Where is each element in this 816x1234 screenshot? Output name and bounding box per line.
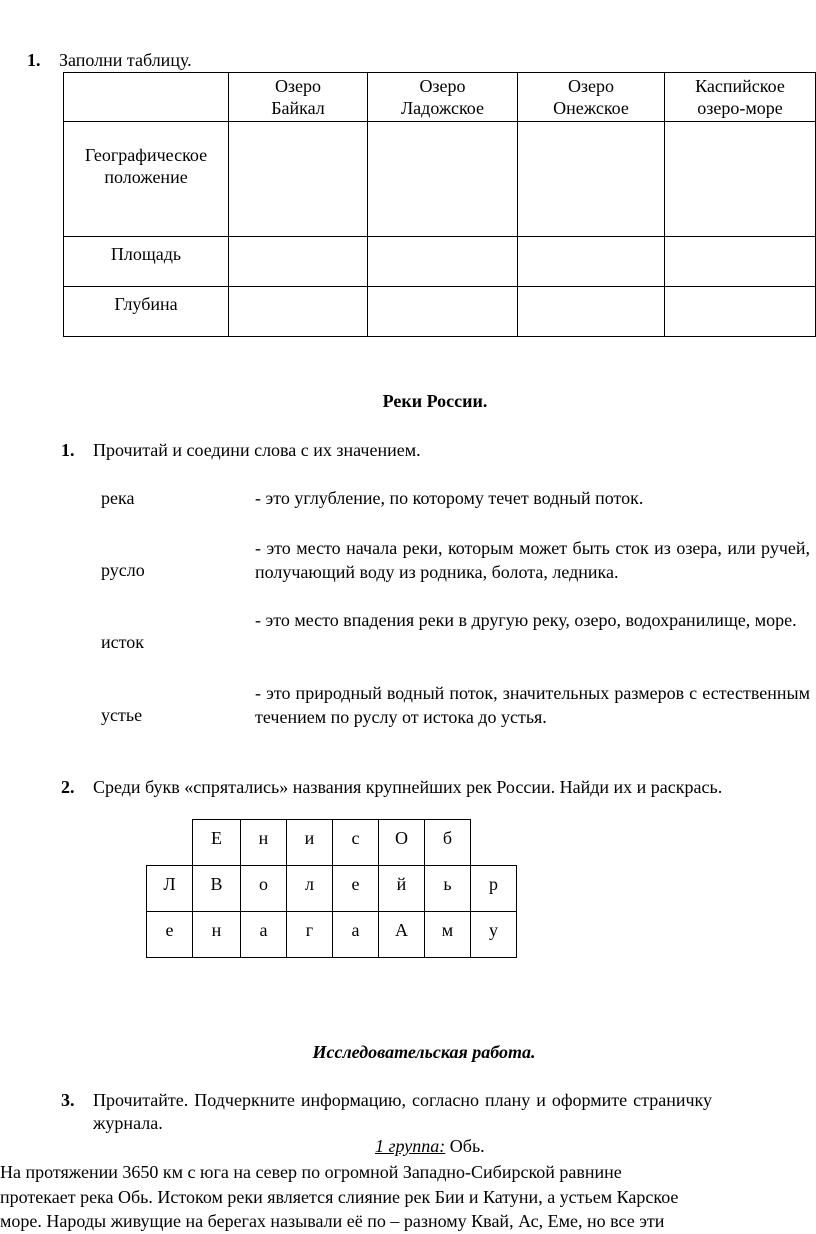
lake-table-row-area — [64, 237, 816, 287]
word-istok: исток — [101, 632, 144, 652]
grid-row — [147, 820, 517, 866]
letters-instruction: Среди букв «спрятались» названия крупнейших рек России. Найди их и раскрась. — [93, 777, 723, 797]
answer-cell[interactable] — [229, 287, 368, 337]
answer-cell[interactable] — [229, 237, 368, 287]
lake-table — [63, 72, 816, 337]
letter-cell[interactable]: а — [241, 912, 287, 958]
lake-header-line: Онежское — [553, 98, 629, 118]
row-label-line: Географическое — [84, 145, 208, 165]
group-heading — [375, 1136, 485, 1157]
answer-cell[interactable] — [665, 122, 816, 237]
letter-cell[interactable]: й — [379, 866, 425, 912]
definition-1: - это углубление, по которому течет водный поток. — [255, 488, 644, 508]
grid-row — [147, 866, 517, 912]
letter-cell[interactable]: с — [333, 820, 379, 866]
letter-cell[interactable]: б — [425, 820, 471, 866]
answer-cell[interactable] — [665, 237, 816, 287]
lake-table-row-geo — [64, 122, 816, 237]
lake-header-line: Каспийское — [695, 76, 785, 96]
lake-header-line: озеро-море — [697, 98, 783, 118]
task3-instruction-line2: журнала. — [93, 1113, 163, 1133]
word-ruslo: русло — [101, 560, 145, 580]
row-label-geo — [64, 122, 229, 237]
group-topic: Обь. — [449, 1136, 485, 1156]
row-label-area: Площадь — [64, 237, 229, 287]
lake-table-row-depth — [64, 287, 816, 337]
answer-cell[interactable] — [518, 287, 665, 337]
lake-header-line: Озеро — [274, 76, 322, 96]
lake-header-ladoga — [368, 73, 518, 122]
letter-cell[interactable]: Е — [193, 820, 241, 866]
letter-cell[interactable]: е — [147, 912, 193, 958]
match-instruction: Прочитай и соедини слова с их значением. — [93, 440, 421, 460]
word-reka: река — [101, 488, 135, 508]
letter-cell[interactable]: г — [287, 912, 333, 958]
section-title-rivers: Реки России. — [382, 391, 488, 411]
letters-heading — [61, 777, 722, 798]
letter-cell[interactable]: р — [471, 866, 517, 912]
definition-2: - это место начала реки, которым может быть сток из озера, или ручей, получающий воду из родника, болота, ледника. — [255, 538, 810, 582]
letter-cell[interactable]: ь — [425, 866, 471, 912]
answer-cell[interactable] — [368, 237, 518, 287]
row-label-line: положение — [104, 167, 188, 187]
letter-cell[interactable]: у — [471, 912, 517, 958]
ob-text-line-2: протекает река Обь. Истоком реки является слияние рек Бии и Катуни, а устьем Карское — [0, 1187, 679, 1207]
ob-text-line-3: море. Народы живущие на берегах называли её по – разному Квай, Ас, Еме, но все эти — [0, 1211, 665, 1231]
grid-empty-cell — [147, 820, 193, 866]
lake-header-baikal — [229, 73, 368, 122]
letter-cell[interactable]: О — [379, 820, 425, 866]
letter-cell[interactable]: н — [193, 912, 241, 958]
letters-grid — [146, 819, 517, 958]
lake-header-line: Озеро — [567, 76, 615, 96]
lake-header-onega — [518, 73, 665, 122]
match-heading — [61, 440, 421, 461]
answer-cell[interactable] — [665, 287, 816, 337]
letter-cell[interactable]: и — [287, 820, 333, 866]
row-label-depth: Глубина — [64, 287, 229, 337]
lake-header-caspian — [665, 73, 816, 122]
answer-cell[interactable] — [229, 122, 368, 237]
lake-header-line: Ладожское — [400, 98, 485, 118]
ob-text-line-1: На протяжении 3650 км с юга на север по огромной Западно-Сибирской равнине — [0, 1162, 622, 1182]
letter-cell[interactable]: н — [241, 820, 287, 866]
word-ustye: устье — [101, 705, 143, 725]
task1-number: 1. — [27, 50, 41, 70]
task3-heading — [61, 1090, 816, 1111]
grid-row — [147, 912, 517, 958]
lake-table-header-row — [64, 73, 816, 122]
group-label: 1 группа: — [375, 1136, 446, 1156]
task3-number: 3. — [61, 1090, 75, 1110]
answer-cell[interactable] — [518, 122, 665, 237]
lake-header-line: Озеро — [419, 76, 466, 96]
letters-number: 2. — [61, 777, 75, 797]
task1-heading — [27, 50, 192, 71]
letter-cell[interactable]: Л — [147, 866, 193, 912]
letter-cell[interactable]: а — [333, 912, 379, 958]
answer-cell[interactable] — [368, 122, 518, 237]
definition-3: - это место впадения реки в другую реку, озеро, водохранилище, море. — [255, 610, 797, 630]
match-number: 1. — [61, 440, 75, 460]
definition-4: - это природный водный поток, значительных размеров с естественным течением по руслу от истока до устья. — [255, 683, 810, 727]
section-title-research: Исследовательская работа. — [312, 1042, 536, 1062]
grid-empty-cell — [471, 820, 517, 866]
answer-cell[interactable] — [518, 237, 665, 287]
answer-cell[interactable] — [368, 287, 518, 337]
task1-title: Заполни таблицу. — [59, 50, 192, 70]
lake-header-line: Байкал — [271, 98, 325, 118]
letter-cell[interactable]: В — [193, 866, 241, 912]
letter-cell[interactable]: м — [425, 912, 471, 958]
letter-cell[interactable]: е — [333, 866, 379, 912]
letter-cell[interactable]: л — [287, 866, 333, 912]
lake-table-corner-cell — [64, 73, 229, 122]
letter-cell[interactable]: А — [379, 912, 425, 958]
task3-instruction-line1: Прочитайте. Подчеркните информацию, согласно плану и оформите страничку — [93, 1090, 713, 1110]
letter-cell[interactable]: о — [241, 866, 287, 912]
